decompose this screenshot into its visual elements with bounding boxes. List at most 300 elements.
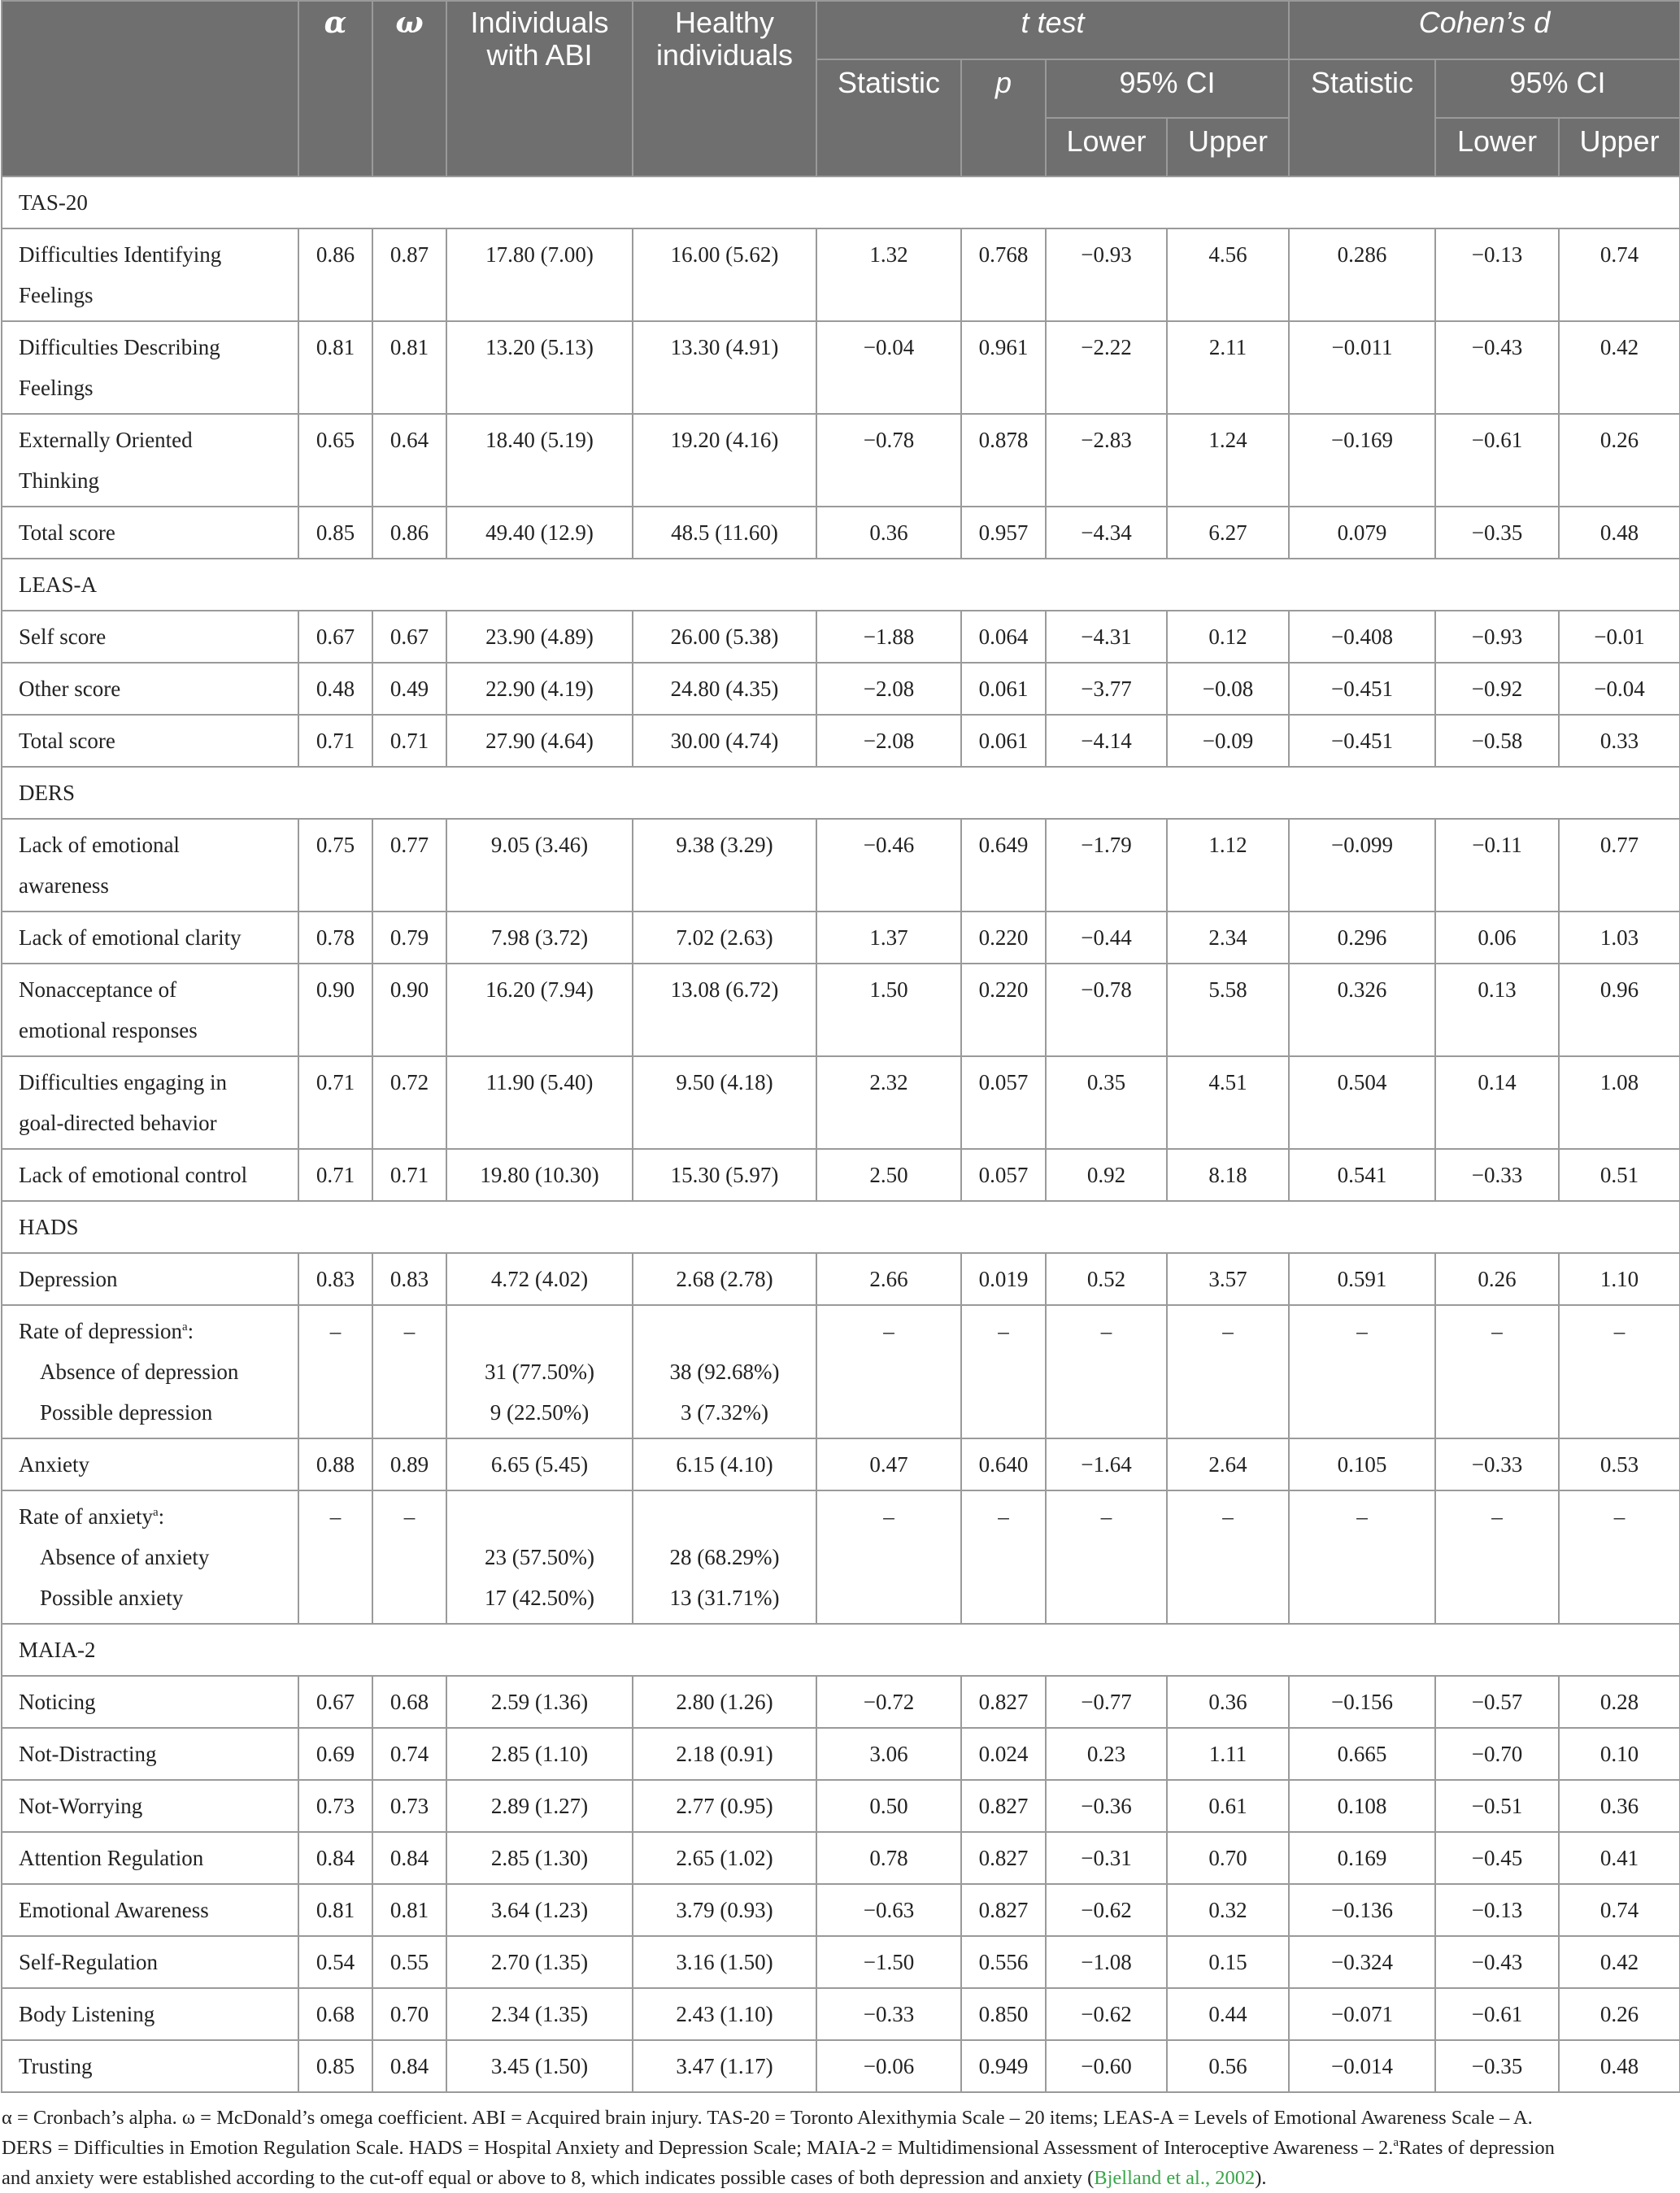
cell-dlo: −0.57 bbox=[1435, 1676, 1559, 1728]
cell-d: −0.136 bbox=[1289, 1884, 1435, 1936]
table-row bbox=[2, 1884, 1680, 1936]
cell-t: 2.66 bbox=[816, 1253, 961, 1305]
cell-t-dash: – bbox=[816, 1490, 961, 1624]
cell-t: 0.50 bbox=[816, 1780, 961, 1832]
cell-t: 3.06 bbox=[816, 1728, 961, 1780]
cell-abi: 19.80 (10.30) bbox=[446, 1149, 633, 1201]
cell-tlo: −0.62 bbox=[1046, 1884, 1167, 1936]
cell-dlo-dash: – bbox=[1435, 1305, 1559, 1438]
cell-thi: 2.11 bbox=[1167, 321, 1289, 414]
cell-thi: 1.11 bbox=[1167, 1728, 1289, 1780]
cell-thi: 3.57 bbox=[1167, 1253, 1289, 1305]
header-d-ci: 95% CI bbox=[1435, 59, 1680, 118]
row-label bbox=[2, 1056, 298, 1149]
cell-alpha: 0.54 bbox=[298, 1936, 372, 1988]
row-label-line: Not-Worrying bbox=[19, 1794, 143, 1818]
cell-alpha: 0.78 bbox=[298, 912, 372, 964]
cell-thi: 0.36 bbox=[1167, 1676, 1289, 1728]
cell-abi: 2.85 (1.30) bbox=[446, 1832, 633, 1884]
cell-omega: 0.70 bbox=[372, 1988, 446, 2040]
cell-p: 0.850 bbox=[961, 1988, 1046, 2040]
cell-dhi: 1.10 bbox=[1559, 1253, 1680, 1305]
cell-thi-dash: – bbox=[1167, 1305, 1289, 1438]
cell-tlo: −0.62 bbox=[1046, 1988, 1167, 2040]
cell-healthy: 30.00 (4.74) bbox=[633, 715, 816, 767]
cell-abi-rates bbox=[446, 1305, 633, 1438]
row-label-line: Other score bbox=[19, 677, 121, 701]
cell-dhi: 0.26 bbox=[1559, 1988, 1680, 2040]
table-row bbox=[2, 611, 1680, 663]
header-t-statistic: Statistic bbox=[816, 59, 961, 176]
cell-p: 0.556 bbox=[961, 1936, 1046, 1988]
cell-d-dash: – bbox=[1289, 1490, 1435, 1624]
cell-tlo: 0.35 bbox=[1046, 1056, 1167, 1149]
row-label-line: Externally Oriented bbox=[19, 428, 193, 452]
cell-d: 0.296 bbox=[1289, 912, 1435, 964]
cell-p: 0.649 bbox=[961, 819, 1046, 912]
cell-p: 0.057 bbox=[961, 1149, 1046, 1201]
cell-dlo: −0.35 bbox=[1435, 2040, 1559, 2092]
cell-t: −0.04 bbox=[816, 321, 961, 414]
cell-dlo: −0.70 bbox=[1435, 1728, 1559, 1780]
cell-tlo: 0.52 bbox=[1046, 1253, 1167, 1305]
row-label-line: Difficulties Identifying bbox=[19, 242, 222, 267]
cell-abi: 18.40 (5.19) bbox=[446, 414, 633, 507]
cell-dlo: 0.06 bbox=[1435, 912, 1559, 964]
cell-tlo-dash: – bbox=[1046, 1490, 1167, 1624]
cell-p: 0.949 bbox=[961, 2040, 1046, 2092]
rate-possible-value: 17 (42.50%) bbox=[485, 1586, 594, 1610]
cell-tlo: −4.31 bbox=[1046, 611, 1167, 663]
table-body bbox=[2, 176, 1680, 2092]
section-row-tas bbox=[2, 176, 1680, 228]
cell-healthy: 19.20 (4.16) bbox=[633, 414, 816, 507]
table-row bbox=[2, 1253, 1680, 1305]
cell-p: 0.064 bbox=[961, 611, 1046, 663]
header-alpha: α bbox=[298, 1, 372, 176]
cell-abi: 2.89 (1.27) bbox=[446, 1780, 633, 1832]
row-label-line: Lack of emotional clarity bbox=[19, 925, 242, 950]
cell-alpha: 0.67 bbox=[298, 1676, 372, 1728]
cell-omega: 0.84 bbox=[372, 2040, 446, 2092]
cell-healthy: 2.65 (1.02) bbox=[633, 1832, 816, 1884]
row-label bbox=[2, 1728, 298, 1780]
cell-omega: 0.87 bbox=[372, 228, 446, 321]
table-row bbox=[2, 1056, 1680, 1149]
cell-t: −0.72 bbox=[816, 1676, 961, 1728]
cell-healthy: 6.15 (4.10) bbox=[633, 1438, 816, 1490]
row-label bbox=[2, 1438, 298, 1490]
cell-p: 0.768 bbox=[961, 228, 1046, 321]
row-label bbox=[2, 663, 298, 715]
cell-d: 0.591 bbox=[1289, 1253, 1435, 1305]
row-label-line: Thinking bbox=[19, 468, 99, 493]
rate-absence-value: 31 (77.50%) bbox=[485, 1360, 594, 1384]
cell-dhi: 1.03 bbox=[1559, 912, 1680, 964]
row-label-line: Trusting bbox=[19, 2054, 93, 2078]
cell-tlo: −0.60 bbox=[1046, 2040, 1167, 2092]
row-label bbox=[2, 1676, 298, 1728]
cell-p-dash: – bbox=[961, 1490, 1046, 1624]
section-title: MAIA-2 bbox=[2, 1624, 1680, 1676]
row-label-line: Difficulties engaging in bbox=[19, 1070, 227, 1094]
cell-d: −0.451 bbox=[1289, 715, 1435, 767]
rate-row bbox=[2, 1490, 1680, 1624]
row-label-line: Feelings bbox=[19, 376, 94, 400]
cell-healthy-rates bbox=[633, 1305, 816, 1438]
rate-title-colon: : bbox=[158, 1504, 165, 1529]
row-label bbox=[2, 1253, 298, 1305]
cell-abi: 4.72 (4.02) bbox=[446, 1253, 633, 1305]
header-omega: ω bbox=[372, 1, 446, 176]
cell-omega: 0.89 bbox=[372, 1438, 446, 1490]
cell-abi: 9.05 (3.46) bbox=[446, 819, 633, 912]
cell-alpha: 0.86 bbox=[298, 228, 372, 321]
cell-p: 0.827 bbox=[961, 1832, 1046, 1884]
cell-abi: 27.90 (4.64) bbox=[446, 715, 633, 767]
row-label bbox=[2, 715, 298, 767]
cell-omega: 0.77 bbox=[372, 819, 446, 912]
cell-dhi: 0.42 bbox=[1559, 321, 1680, 414]
cell-d: −0.014 bbox=[1289, 2040, 1435, 2092]
cell-t: −1.88 bbox=[816, 611, 961, 663]
cell-alpha: 0.73 bbox=[298, 1780, 372, 1832]
cell-t: −1.50 bbox=[816, 1936, 961, 1988]
section-row-leas bbox=[2, 559, 1680, 611]
cell-omega: 0.86 bbox=[372, 507, 446, 559]
cell-omega: 0.68 bbox=[372, 1676, 446, 1728]
footnote-line1: α = Cronbach’s alpha. ω = McDonald’s omega coefficient. ABI = Acquired brain injury. TAS-20 = Toronto Alexithymia Scale – 20 items; LEAS-A = Levels of Emotional Awareness Scale – A. bbox=[2, 2107, 1533, 2129]
row-label-line: Nonacceptance of bbox=[19, 977, 177, 1002]
cell-alpha: 0.81 bbox=[298, 1884, 372, 1936]
cell-healthy: 2.77 (0.95) bbox=[633, 1780, 816, 1832]
rate-sub-possible: Possible anxiety bbox=[40, 1586, 184, 1610]
cell-p: 0.057 bbox=[961, 1056, 1046, 1149]
row-label-line: Emotional Awareness bbox=[19, 1898, 209, 1922]
table-row bbox=[2, 1832, 1680, 1884]
table-row bbox=[2, 1936, 1680, 1988]
cell-dlo: −0.33 bbox=[1435, 1149, 1559, 1201]
section-row-maia bbox=[2, 1624, 1680, 1676]
cell-omega: 0.67 bbox=[372, 611, 446, 663]
rate-title-colon: : bbox=[187, 1319, 194, 1343]
footnote-line3-end: ). bbox=[1255, 2167, 1267, 2189]
cell-d: 0.326 bbox=[1289, 964, 1435, 1056]
cell-dhi: 0.96 bbox=[1559, 964, 1680, 1056]
cell-alpha: 0.90 bbox=[298, 964, 372, 1056]
cell-tlo: −0.36 bbox=[1046, 1780, 1167, 1832]
footnote-line2b: Rates of depression bbox=[1399, 2137, 1555, 2159]
cell-dhi: −0.04 bbox=[1559, 663, 1680, 715]
section-title: TAS-20 bbox=[2, 176, 1680, 228]
cell-tlo: −4.14 bbox=[1046, 715, 1167, 767]
cell-abi: 2.59 (1.36) bbox=[446, 1676, 633, 1728]
header-t-lower: Lower bbox=[1046, 118, 1167, 176]
cell-healthy: 16.00 (5.62) bbox=[633, 228, 816, 321]
row-label-line: Body Listening bbox=[19, 2002, 155, 2026]
cell-dhi: 0.41 bbox=[1559, 1832, 1680, 1884]
footnote-line3: and anxiety were established according to the cut-off equal or above to 8, which indicates possible cases of both depression and anxiety ( bbox=[2, 2167, 1095, 2189]
cell-omega: 0.73 bbox=[372, 1780, 446, 1832]
table-row bbox=[2, 1438, 1680, 1490]
table-row bbox=[2, 912, 1680, 964]
cell-dhi-dash: – bbox=[1559, 1305, 1680, 1438]
cell-d: −0.011 bbox=[1289, 321, 1435, 414]
cell-thi: −0.09 bbox=[1167, 715, 1289, 767]
footnote-reference-link[interactable]: Bjelland et al., 2002 bbox=[1094, 2167, 1256, 2189]
cell-d: −0.451 bbox=[1289, 663, 1435, 715]
cell-abi: 7.98 (3.72) bbox=[446, 912, 633, 964]
cell-dlo: −0.11 bbox=[1435, 819, 1559, 912]
cell-alpha: 0.48 bbox=[298, 663, 372, 715]
cell-dlo: −0.43 bbox=[1435, 1936, 1559, 1988]
rate-absence-value: 28 (68.29%) bbox=[669, 1545, 780, 1569]
cell-healthy: 15.30 (5.97) bbox=[633, 1149, 816, 1201]
cell-dlo: −0.51 bbox=[1435, 1780, 1559, 1832]
rate-title-text: Rate of depression bbox=[19, 1319, 182, 1343]
cell-d: 0.105 bbox=[1289, 1438, 1435, 1490]
rate-absence-value: 38 (92.68%) bbox=[669, 1360, 780, 1384]
cell-d: −0.324 bbox=[1289, 1936, 1435, 1988]
cell-t: −0.33 bbox=[816, 1988, 961, 2040]
cell-t-dash: – bbox=[816, 1305, 961, 1438]
cell-dhi: 0.74 bbox=[1559, 228, 1680, 321]
cell-healthy: 3.16 (1.50) bbox=[633, 1936, 816, 1988]
cell-t: 0.47 bbox=[816, 1438, 961, 1490]
cell-alpha: 0.69 bbox=[298, 1728, 372, 1780]
cell-t: −0.46 bbox=[816, 819, 961, 912]
cell-dlo: −0.13 bbox=[1435, 228, 1559, 321]
cell-tlo-dash: – bbox=[1046, 1305, 1167, 1438]
row-label-line: awareness bbox=[19, 873, 109, 898]
cell-omega: 0.74 bbox=[372, 1728, 446, 1780]
cell-omega: 0.84 bbox=[372, 1832, 446, 1884]
cell-alpha: 0.71 bbox=[298, 1056, 372, 1149]
cell-healthy-rates bbox=[633, 1490, 816, 1624]
cell-dlo: −0.61 bbox=[1435, 1988, 1559, 2040]
row-label bbox=[2, 611, 298, 663]
cell-p: 0.061 bbox=[961, 663, 1046, 715]
cell-tlo: −0.78 bbox=[1046, 964, 1167, 1056]
cell-tlo: −0.93 bbox=[1046, 228, 1167, 321]
cell-omega-dash: – bbox=[372, 1305, 446, 1438]
cell-dlo: −0.93 bbox=[1435, 611, 1559, 663]
cell-d: −0.156 bbox=[1289, 1676, 1435, 1728]
row-label bbox=[2, 1936, 298, 1988]
row-label-line: Anxiety bbox=[19, 1452, 89, 1477]
cell-healthy: 2.80 (1.26) bbox=[633, 1676, 816, 1728]
cell-thi: 1.24 bbox=[1167, 414, 1289, 507]
cell-tlo: −0.77 bbox=[1046, 1676, 1167, 1728]
row-label bbox=[2, 964, 298, 1056]
row-label bbox=[2, 2040, 298, 2092]
cell-dhi: 0.26 bbox=[1559, 414, 1680, 507]
cell-tlo: −0.44 bbox=[1046, 912, 1167, 964]
cell-alpha-dash: – bbox=[298, 1305, 372, 1438]
cell-dhi: 0.33 bbox=[1559, 715, 1680, 767]
rate-sub-absence: Absence of depression bbox=[40, 1360, 239, 1384]
cell-tlo: −0.31 bbox=[1046, 1832, 1167, 1884]
cell-p-dash: – bbox=[961, 1305, 1046, 1438]
cell-tlo: 0.92 bbox=[1046, 1149, 1167, 1201]
cell-dlo: −0.13 bbox=[1435, 1884, 1559, 1936]
cell-dhi: 0.74 bbox=[1559, 1884, 1680, 1936]
header-abi: Individuals with ABI bbox=[446, 1, 633, 176]
cell-omega: 0.90 bbox=[372, 964, 446, 1056]
cell-abi-rates bbox=[446, 1490, 633, 1624]
table-row bbox=[2, 819, 1680, 912]
cell-abi: 23.90 (4.89) bbox=[446, 611, 633, 663]
cell-t: −0.63 bbox=[816, 1884, 961, 1936]
row-label-line: Self-Regulation bbox=[19, 1950, 158, 1974]
header-d-upper: Upper bbox=[1559, 118, 1680, 176]
table-row bbox=[2, 228, 1680, 321]
cell-omega-dash: – bbox=[372, 1490, 446, 1624]
cell-dhi: 0.77 bbox=[1559, 819, 1680, 912]
cell-p: 0.220 bbox=[961, 964, 1046, 1056]
cell-tlo: 0.23 bbox=[1046, 1728, 1167, 1780]
table-row bbox=[2, 1676, 1680, 1728]
cell-t: −2.08 bbox=[816, 663, 961, 715]
cell-healthy: 9.38 (3.29) bbox=[633, 819, 816, 912]
cell-abi: 11.90 (5.40) bbox=[446, 1056, 633, 1149]
table-footnote bbox=[0, 2093, 1680, 2193]
row-label bbox=[2, 912, 298, 964]
rate-title-sup: a bbox=[152, 1506, 159, 1519]
row-label-line: goal-directed behavior bbox=[19, 1111, 217, 1135]
row-label bbox=[2, 228, 298, 321]
cell-abi: 16.20 (7.94) bbox=[446, 964, 633, 1056]
cell-healthy: 3.47 (1.17) bbox=[633, 2040, 816, 2092]
row-label bbox=[2, 819, 298, 912]
cell-healthy: 24.80 (4.35) bbox=[633, 663, 816, 715]
cell-d: −0.071 bbox=[1289, 1988, 1435, 2040]
cell-t: 2.32 bbox=[816, 1056, 961, 1149]
cell-thi: 6.27 bbox=[1167, 507, 1289, 559]
cell-dhi: 1.08 bbox=[1559, 1056, 1680, 1149]
table-row bbox=[2, 321, 1680, 414]
cell-dlo: −0.35 bbox=[1435, 507, 1559, 559]
rate-label bbox=[2, 1305, 298, 1438]
row-label-line: Self score bbox=[19, 624, 107, 649]
cell-d: −0.408 bbox=[1289, 611, 1435, 663]
table-header bbox=[2, 1, 1680, 176]
cell-tlo: −3.77 bbox=[1046, 663, 1167, 715]
cell-tlo: −2.22 bbox=[1046, 321, 1167, 414]
cell-t: 0.36 bbox=[816, 507, 961, 559]
cell-thi: 0.15 bbox=[1167, 1936, 1289, 1988]
section-row-hads bbox=[2, 1201, 1680, 1253]
rate-row bbox=[2, 1305, 1680, 1438]
cell-p: 0.961 bbox=[961, 321, 1046, 414]
cell-p: 0.957 bbox=[961, 507, 1046, 559]
cell-thi: 8.18 bbox=[1167, 1149, 1289, 1201]
cell-t: −0.78 bbox=[816, 414, 961, 507]
cell-d: 0.286 bbox=[1289, 228, 1435, 321]
cell-healthy: 26.00 (5.38) bbox=[633, 611, 816, 663]
cell-t: −0.06 bbox=[816, 2040, 961, 2092]
rate-sub-absence: Absence of anxiety bbox=[40, 1545, 210, 1569]
cell-d: 0.169 bbox=[1289, 1832, 1435, 1884]
header-t-ci: 95% CI bbox=[1046, 59, 1289, 118]
row-label-line: emotional responses bbox=[19, 1018, 198, 1042]
cell-d: 0.504 bbox=[1289, 1056, 1435, 1149]
table-row bbox=[2, 1149, 1680, 1201]
rate-possible-value: 3 (7.32%) bbox=[681, 1400, 768, 1425]
table-row bbox=[2, 663, 1680, 715]
cell-thi: −0.08 bbox=[1167, 663, 1289, 715]
rate-label bbox=[2, 1490, 298, 1624]
cell-dlo: −0.58 bbox=[1435, 715, 1559, 767]
cell-dhi: 0.51 bbox=[1559, 1149, 1680, 1201]
cell-p: 0.827 bbox=[961, 1884, 1046, 1936]
cell-p: 0.019 bbox=[961, 1253, 1046, 1305]
cell-alpha: 0.65 bbox=[298, 414, 372, 507]
results-table bbox=[1, 0, 1680, 2093]
cell-dhi: 0.28 bbox=[1559, 1676, 1680, 1728]
cell-dhi: 0.53 bbox=[1559, 1438, 1680, 1490]
cell-dhi: 0.48 bbox=[1559, 507, 1680, 559]
cell-d: −0.099 bbox=[1289, 819, 1435, 912]
cell-dhi: 0.10 bbox=[1559, 1728, 1680, 1780]
cell-healthy: 3.79 (0.93) bbox=[633, 1884, 816, 1936]
header-empty bbox=[2, 1, 298, 176]
cell-thi: 4.51 bbox=[1167, 1056, 1289, 1149]
cell-healthy: 2.18 (0.91) bbox=[633, 1728, 816, 1780]
cell-alpha: 0.85 bbox=[298, 507, 372, 559]
cell-omega: 0.72 bbox=[372, 1056, 446, 1149]
cell-dhi: −0.01 bbox=[1559, 611, 1680, 663]
cell-dlo-dash: – bbox=[1435, 1490, 1559, 1624]
row-label-line: Difficulties Describing bbox=[19, 335, 220, 359]
row-label bbox=[2, 1780, 298, 1832]
rate-possible-value: 9 (22.50%) bbox=[490, 1400, 590, 1425]
cell-omega: 0.55 bbox=[372, 1936, 446, 1988]
row-label-line: Total score bbox=[19, 729, 115, 753]
header-ttest-label: t test bbox=[1021, 6, 1085, 39]
cell-t: 1.50 bbox=[816, 964, 961, 1056]
cell-omega: 0.49 bbox=[372, 663, 446, 715]
section-title: LEAS-A bbox=[2, 559, 1680, 611]
table-row bbox=[2, 1780, 1680, 1832]
cell-alpha-dash: – bbox=[298, 1490, 372, 1624]
cell-d-dash: – bbox=[1289, 1305, 1435, 1438]
header-ttest bbox=[816, 1, 1289, 59]
cell-healthy: 7.02 (2.63) bbox=[633, 912, 816, 964]
cell-thi: 2.64 bbox=[1167, 1438, 1289, 1490]
cell-alpha: 0.83 bbox=[298, 1253, 372, 1305]
cell-p: 0.061 bbox=[961, 715, 1046, 767]
header-t-upper: Upper bbox=[1167, 118, 1289, 176]
cell-abi: 6.65 (5.45) bbox=[446, 1438, 633, 1490]
cell-tlo: −1.79 bbox=[1046, 819, 1167, 912]
row-label-line: Depression bbox=[19, 1267, 118, 1291]
cell-dhi: 0.42 bbox=[1559, 1936, 1680, 1988]
cell-p: 0.878 bbox=[961, 414, 1046, 507]
row-label-line: Attention Regulation bbox=[19, 1846, 204, 1870]
cell-d: 0.079 bbox=[1289, 507, 1435, 559]
cell-thi: 4.56 bbox=[1167, 228, 1289, 321]
cell-tlo: −1.08 bbox=[1046, 1936, 1167, 1988]
cell-d: −0.169 bbox=[1289, 414, 1435, 507]
table-row bbox=[2, 715, 1680, 767]
cell-thi: 0.44 bbox=[1167, 1988, 1289, 2040]
cell-t: 1.37 bbox=[816, 912, 961, 964]
cell-t: 2.50 bbox=[816, 1149, 961, 1201]
cell-tlo: −4.34 bbox=[1046, 507, 1167, 559]
section-title: HADS bbox=[2, 1201, 1680, 1253]
cell-p: 0.827 bbox=[961, 1676, 1046, 1728]
